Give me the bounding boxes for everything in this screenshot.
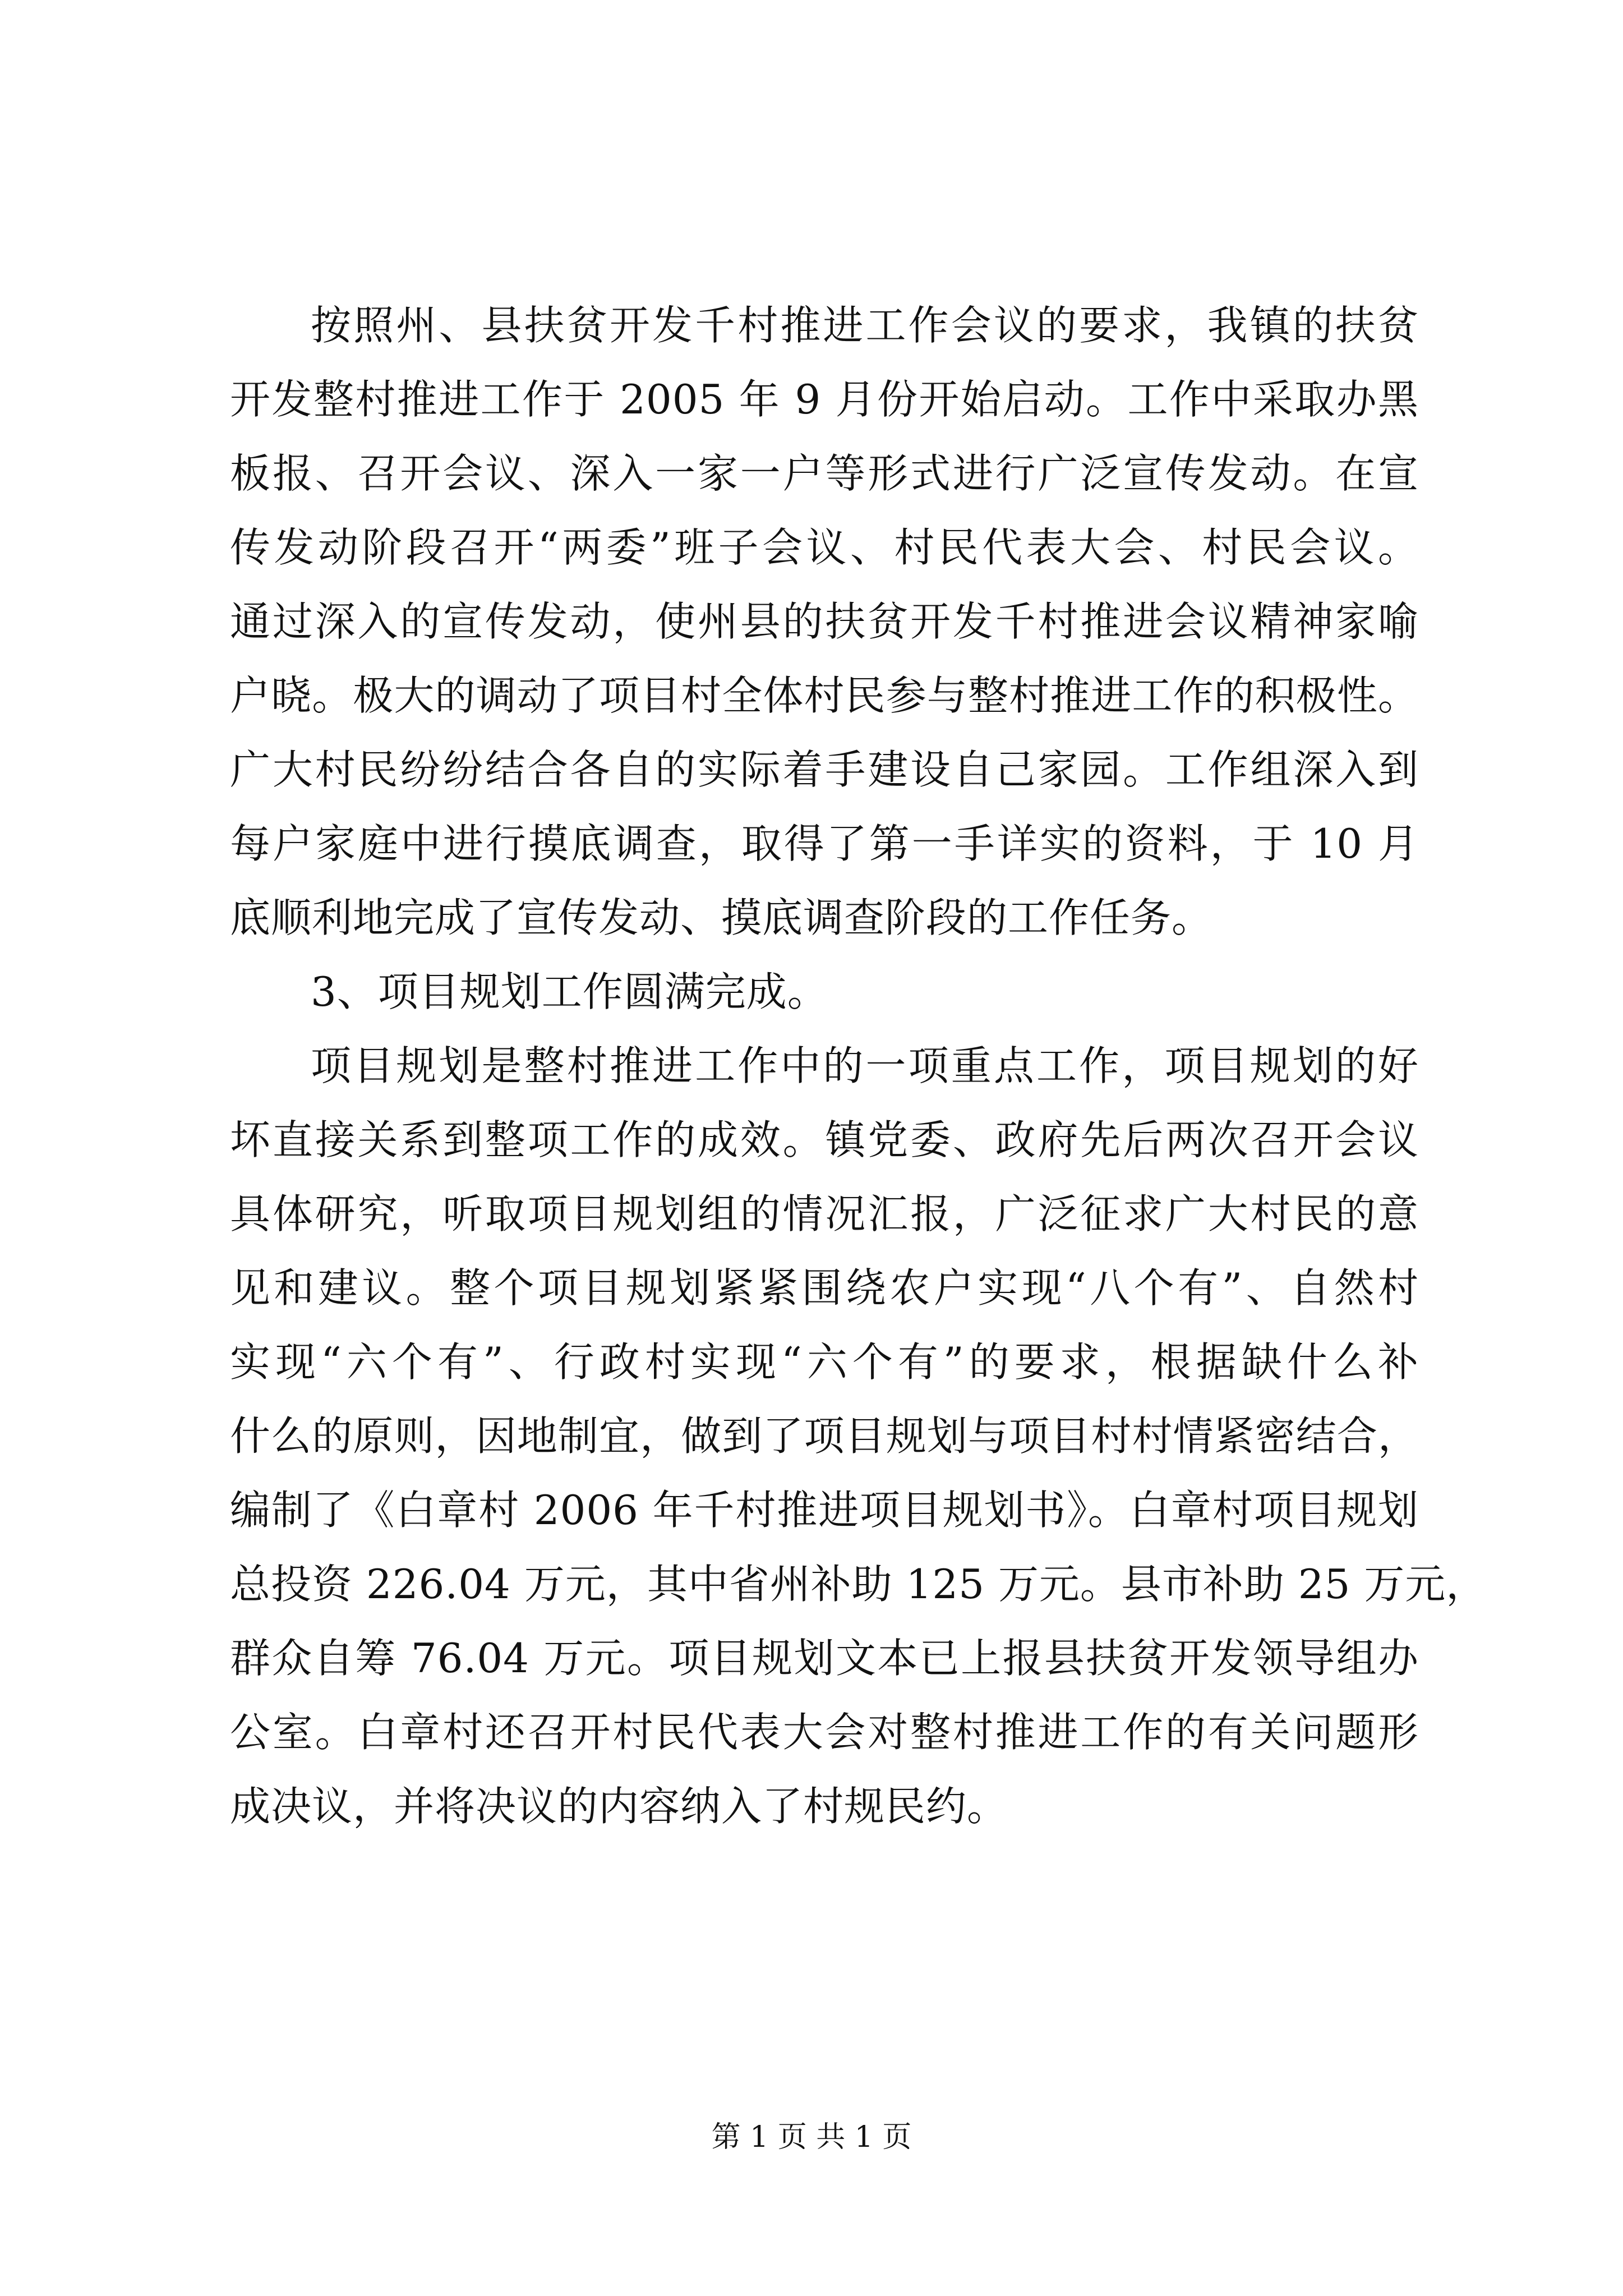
text-line: 传发动阶段召开“两委”班子会议、村民代表大会、村民会议。	[230, 524, 1419, 571]
text-line: 开发整村推进工作于 2005 年 9 月份开始启动。工作中采取办黑	[230, 376, 1419, 423]
text-line: 底顺利地完成了宣传发动、摸底调查阶段的工作任务。	[230, 894, 1213, 941]
heading-text: 3、项目规划工作圆满完成。	[311, 968, 828, 1015]
text-line: 编制了《白章村 2006 年千村推进项目规划书》。白章村项目规划	[230, 1487, 1419, 1534]
text-line: 每户家庭中进行摸底调查，取得了第一手详实的资料，于 10 月	[230, 820, 1419, 867]
text-line: 通过深入的宣传发动，使州县的扶贫开发千村推进会议精神家喻	[230, 598, 1419, 645]
text-line: 见和建议。整个项目规划紧紧围绕农户实现“八个有”、自然村	[230, 1264, 1419, 1312]
text-line: 坏直接关系到整项工作的成效。镇党委、政府先后两次召开会议	[230, 1116, 1419, 1163]
text-line: 成决议，并将决议的内容纳入了村规民约。	[230, 1783, 1008, 1830]
text-line: 群众自筹 76.04 万元。项目规划文本已上报县扶贫开发领导组办	[230, 1635, 1419, 1682]
text-line: 项目规划是整村推进工作中的一项重点工作，项目规划的好	[311, 1042, 1419, 1089]
text-line: 按照州、县扶贫开发千村推进工作会议的要求，我镇的扶贫	[311, 302, 1419, 349]
text-line: 具体研究，听取项目规划组的情况汇报，广泛征求广大村民的意	[230, 1190, 1419, 1237]
text-line: 实现“六个有”、行政村实现“六个有”的要求，根据缺什么补	[230, 1338, 1419, 1386]
text-line: 户晓。极大的调动了项目村全体村民参与整村推进工作的积极性。	[230, 672, 1419, 719]
page-number-footer: 第 1 页 共 1 页	[711, 2120, 912, 2154]
text-line: 总投资 226.04 万元，其中省州补助 125 万元。县市补助 25 万元，	[230, 1561, 1487, 1608]
text-line: 广大村民纷纷结合各自的实际着手建设自己家园。工作组深入到	[230, 746, 1419, 793]
text-line: 板报、召开会议、深入一家一户等形式进行广泛宣传发动。在宣	[230, 450, 1419, 497]
text-line: 什么的原则，因地制宜，做到了项目规划与项目村村情紧密结合，	[230, 1412, 1419, 1460]
text-line: 公室。白章村还召开村民代表大会对整村推进工作的有关问题形	[230, 1709, 1419, 1756]
